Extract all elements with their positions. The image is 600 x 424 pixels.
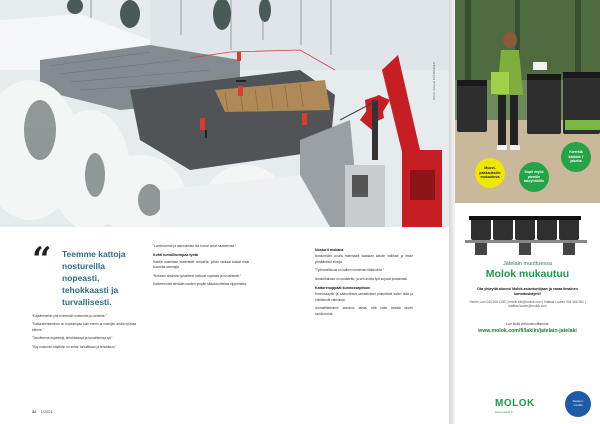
pull-quote <box>32 240 132 308</box>
article-paragraph: Kunnossapito ja säännölliset tarkastukset pidentävät katon ikää ja ehkäisevät vahinkoja. <box>315 292 413 302</box>
article-subheading: Kohti turvallisempaa työtä <box>153 253 198 258</box>
photo-credit: KUVA: KALLE KÄÄRIÄINEN <box>432 62 436 100</box>
article-paragraph: ”Työturvallisuus on kaiken toiminnan lähtökohta.” <box>315 268 384 273</box>
ad-web-label: Lue lisää verkkosivuiltamme <box>506 322 549 326</box>
article-column-3 <box>315 244 413 320</box>
molok-product-illustration <box>455 212 600 256</box>
molok-logo-url[interactable]: www.molok.fi <box>495 410 513 414</box>
ad-lead <box>467 287 588 296</box>
ad-url-link[interactable]: www.molok.com/fi/lakiin/jatelain-jatelaki <box>478 328 577 334</box>
article-paragraph: Nostureiden avulla materiaalit saadaan katolle hallitusti ja ilman ylimääräisiä siirtoja. <box>315 254 413 264</box>
ad-title: Molok mukautuu <box>485 268 570 280</box>
molok-ad-page <box>455 0 600 424</box>
issue-label: 1/2021 <box>40 409 53 414</box>
article-column-2 <box>153 244 249 290</box>
article-paragraph: ”Nosturin ansiosta työvaiheet hoituvat nopeasti ja turvallisesti.” <box>153 273 242 278</box>
feature-badge-plastic: Muovi-pakkauksille mukautuva <box>475 158 505 188</box>
article-column-1 <box>32 314 136 353</box>
page-folio <box>32 409 53 414</box>
article-paragraph: ”Syy nosturien käyttöön on selvä: turvallisuus ja tehokkuus.” <box>32 344 117 349</box>
article-paragraph: ”Lumikuormat ja rakennusten ikä tuovat omat haasteensa.” <box>153 244 237 248</box>
feature-badge-small-housing: Sopii myös pienille taloyhtiöille <box>519 162 549 192</box>
article-paragraph: Kattoremontit tehdään vuoden ympäri sääolosuhteista riippumatta. <box>153 282 247 287</box>
article-paragraph: ”Käytämmekin yhä enemmän nostureita ja nostimia.” <box>32 314 107 318</box>
article-paragraph: Nosturikalusto on uudistettu, ja sen avulla työt sujuvat joustavasti. <box>315 276 408 281</box>
article-paragraph: Ammattitaitoinen asennus takaa, että katto kestää talven lumikuormat. <box>315 306 413 316</box>
article-subheading: Kattorenoppaat kunnossapitoon <box>315 286 371 291</box>
article-subheading: Nosturit mukana <box>315 248 344 252</box>
pull-quote-text: Teemme kattoja nostureilla nopeasti, tehokkaasti ja turvallisesti. <box>62 249 126 307</box>
rooftop-crane-photo <box>0 0 449 227</box>
quote-mark-icon: “ <box>32 240 52 280</box>
ad-subtitle: Jätelain muuttuessa <box>503 261 552 267</box>
ad-lead-text: Ota yhteyttä alueesi Molok-asiantuntijaan ja varaa ilmainen kartoituskäynti! <box>477 287 578 296</box>
molok-logo: MOLOK <box>495 398 535 409</box>
swan-ecolabel-icon: Joutsen-merkki <box>565 391 591 417</box>
article-paragraph: Katolle nostetaan materiaalit nosturilla, jolloin raskaat taakat eivät kuormita asentajia. <box>153 259 249 270</box>
article-paragraph: ”Tavoitteena nopeampi, tehokkaampi ja turvallisempi työ” <box>32 336 113 341</box>
feature-badge-recycle: Kierrätä kaikkia 7 jakeita <box>561 142 591 172</box>
article-paragraph: ”Kattorakentaminen on nopeampaa kuin ennen ja nostojen avulla työmaa etenee.” <box>32 322 136 332</box>
page-number: 32 <box>32 409 37 414</box>
ad-contact-info: Henrik Luhi 040 900 1180 | henrik.luhi@molok.com | Mattias Lauren 044 466 984 | mattias.lauren@molok.com <box>469 300 586 309</box>
